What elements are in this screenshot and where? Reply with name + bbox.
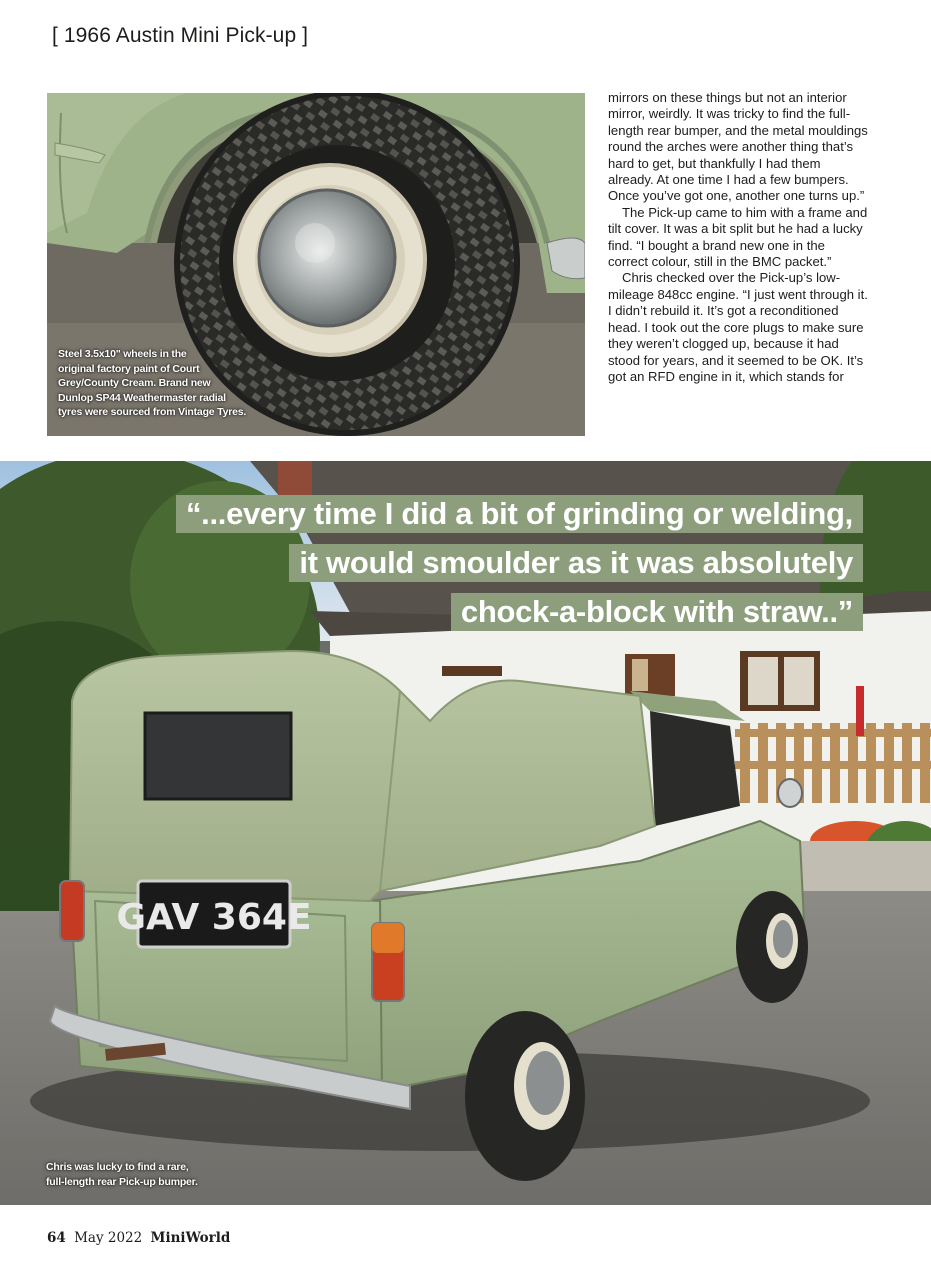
rear-photo-caption: Chris was lucky to find a rare, full-length rear Pick-up bumper. [46,1161,198,1188]
number-plate: GAV 364E [116,897,312,938]
magazine-name: MiniWorld [150,1230,231,1246]
issue-date: May 2022 [74,1230,143,1246]
pull-quote-line-2: it would smoulder as it was absolutely [289,544,863,582]
pull-quote-line-1: “...every time I did a bit of grinding or welding, [176,495,863,533]
pull-quote-line-3: chock-a-block with straw..” [451,593,863,631]
page-number: 64 [47,1230,66,1246]
paragraph: mirrors on these things but not an interior mirror, weirdly. It was tricky to find the full-length rear bumper, and the metal mouldings round the arches were another thing that’s hard to get, but thankfully I had them already. At one time I had a few bumpers. Once you’ve got one, another one turns up.” [608,90,868,204]
paragraph: Chris checked over the Pick-up’s low-mileage 848cc engine. “I just went through it. I didn’t rebuild it. It’s got a reconditioned head. I took out the core plugs to make sure they weren’t clogged up, because it had stood for years, and it seemed to be OK. It’s got an RFD engine in it, which stands for [608,270,868,384]
wheel-photo-caption: Steel 3.5x10" wheels in the original factory paint of Court Grey/County Cream. Brand new Dunlop SP44 Weathermaster radial tyres were sourced from Vintage Tyres. [58,348,247,418]
page-header: [ 1966 Austin Mini Pick-up ] [52,24,309,47]
page-footer [47,1230,230,1246]
article-body [608,90,868,385]
paragraph: The Pick-up came to him with a frame and tilt cover. It was a bit split but he had a lucky find. “I bought a brand new one in the correct colour, still in the BMC packet.” [608,204,868,270]
